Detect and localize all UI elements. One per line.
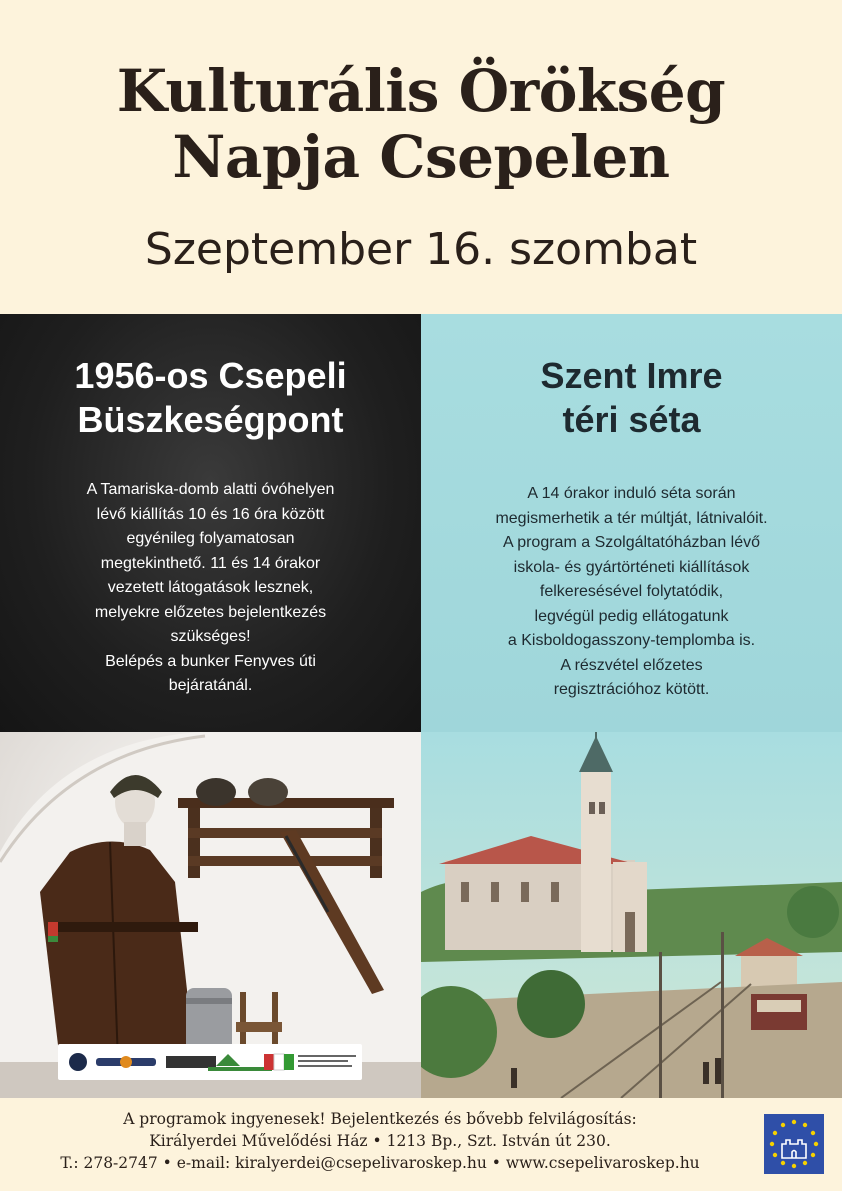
right-body-line: megismerhetik a tér múltját, látnivalóit. (495, 509, 768, 527)
page-title (0, 58, 842, 190)
right-title-line-1: Szent Imre (540, 355, 723, 396)
right-title-line-2: téri séta (562, 399, 701, 440)
right-panel-title (421, 354, 842, 442)
left-body-line: szükséges! (170, 628, 251, 645)
left-body-line: bejáratánál. (168, 677, 253, 694)
partner-logo-icon (68, 1052, 96, 1072)
right-panel (421, 314, 842, 732)
eu-flag-icon (764, 1114, 824, 1174)
title-line-1: Kulturális Örökség (116, 57, 726, 125)
left-body-line: Belépés a bunker Fenyves úti (105, 652, 316, 670)
left-body-line: megtekinthető. 11 és 14 órakor (100, 554, 321, 572)
partner-logo-icon (208, 1052, 272, 1072)
right-body-line: A program a Szolgáltatóházban lévő (502, 534, 761, 551)
right-body-line: legvégül pedig ellátogatunk (534, 607, 729, 625)
left-title-line-1: 1956-os Csepeli (74, 355, 347, 396)
footer-line-3: T.: 278-2747 • e-mail: kiralyerdei@csepelivaroskep.hu • www.csepelivaroskep.hu (60, 1154, 700, 1172)
footer-line-1: A programok ingyenesek! Bejelentkezés és bővebb felvilágosítás: (123, 1110, 637, 1128)
right-panel-body (441, 482, 822, 703)
left-panel (0, 314, 421, 732)
partner-logo-icon (96, 1052, 156, 1072)
footer-line-2: Királyerdei Művelődési Ház • 1213 Bp., Szt. István út 230. (149, 1132, 611, 1150)
partner-logos (58, 1044, 362, 1080)
title-line-2: Napja Csepelen (172, 123, 670, 191)
left-panel-body (30, 478, 391, 699)
left-panel-title (0, 354, 421, 442)
partner-logo-icon (298, 1052, 356, 1072)
right-body-line: regisztrációhoz kötött. (553, 681, 710, 698)
left-body-line: lévő kiállítás 10 és 16 óra között (96, 505, 325, 523)
footer (0, 1098, 842, 1191)
left-body-line: vezetett látogatások lesznek, (107, 579, 314, 596)
right-body-line: felkeresésével folytatódik, (539, 583, 724, 600)
event-date: Szeptember 16. szombat (144, 224, 698, 275)
right-body-line: A 14 órakor induló séta során (527, 485, 736, 502)
footer-contact (20, 1108, 740, 1174)
right-body-line: A részvétel előzetes (560, 656, 703, 674)
left-body-line: A Tamariska-domb alatti óvóhelyen (86, 481, 335, 498)
header (0, 0, 842, 314)
left-body-line: egyénileg folyamatosan (126, 530, 295, 547)
right-body-line: a Kisboldogasszony-templomba is. (507, 632, 756, 649)
left-body-line: melyekre előzetes bejelentkezés (94, 603, 327, 621)
partner-logo-icon (264, 1052, 294, 1072)
right-body-line: iskola- és gyártörténeti kiállítások (513, 558, 750, 576)
left-title-line-2: Büszkeségpont (77, 399, 344, 440)
church-postcard-photo (421, 732, 842, 1098)
